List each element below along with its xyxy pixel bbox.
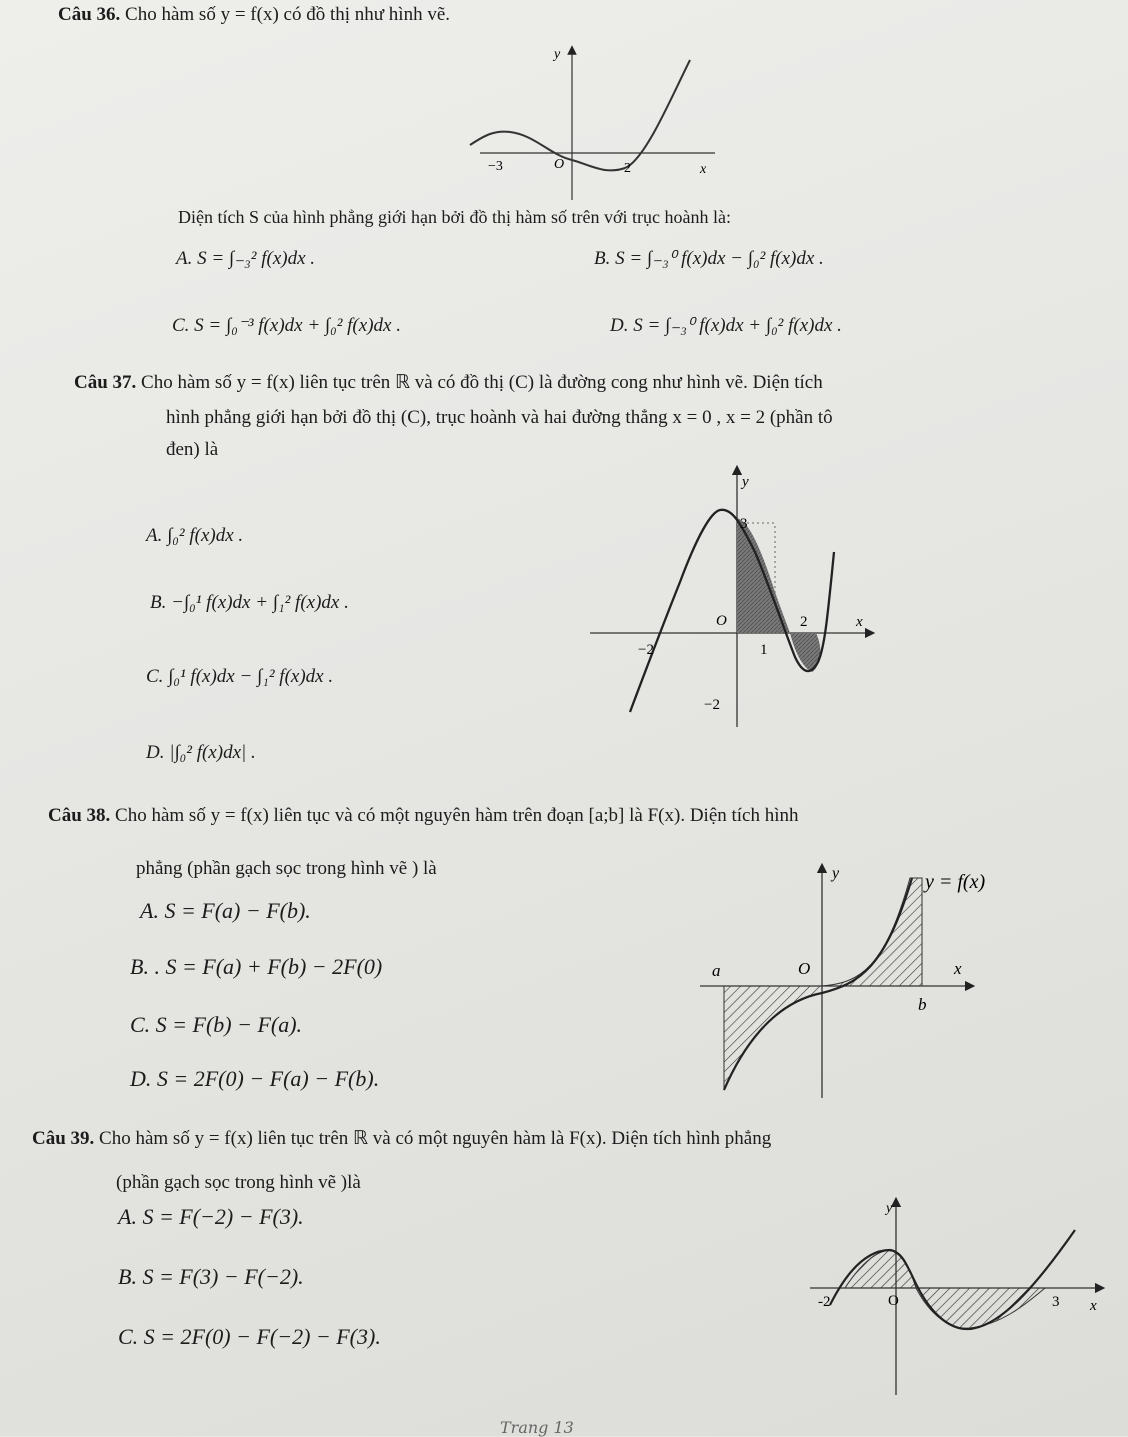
q38-header: Câu 38. [48, 805, 111, 826]
q37-stem3: đen) là [166, 439, 219, 460]
q39-graph-o: O [888, 1293, 899, 1309]
q37-graph-two: 2 [800, 614, 808, 630]
q38-graph [700, 858, 1020, 1103]
q39-graph [800, 1190, 1110, 1405]
q38-graph-x: x [954, 959, 962, 978]
q37-header: Câu 37. [74, 372, 137, 393]
q37-stem2: hình phẳng giới hạn bởi đồ thị (C), trục hoành và hai đường thẳng x = 0 , x = 2 (phần tô [166, 407, 833, 428]
q36-option-d[interactable]: D. S = ∫₋₃⁰ f(x)dx + ∫₀² f(x)dx . [610, 315, 842, 336]
q39-graph-y: y [886, 1201, 893, 1216]
q36-question: Diện tích S của hình phẳng giới hạn bởi đồ thị hàm số trên với trục hoành là: [178, 207, 731, 227]
q38-graph-a: a [712, 961, 721, 980]
q38-graph-b: b [918, 995, 927, 1014]
q38-graph-fx: y = f(x) [925, 871, 986, 893]
q36-option-c[interactable]: C. S = ∫₀⁻³ f(x)dx + ∫₀² f(x)dx . [172, 315, 401, 336]
q38-option-d[interactable]: D. S = 2F(0) − F(a) − F(b). [130, 1066, 380, 1091]
q36-option-a[interactable]: A. S = ∫₋₃² f(x)dx . [176, 248, 316, 269]
q37-line1 [74, 372, 823, 395]
q37-graph-minus2-x: −2 [638, 642, 654, 658]
q37-graph-o: O [716, 613, 727, 629]
q38-line1 [48, 805, 799, 828]
q37-option-d[interactable]: D. |∫₀² f(x)dx| . [146, 742, 256, 763]
q37-graph-three: 3 [740, 516, 748, 532]
q37-graph [590, 462, 880, 737]
q37-option-a[interactable]: A. ∫₀² f(x)dx . [146, 525, 244, 546]
q36-header: Câu 36. [58, 4, 121, 25]
q36-graph-x: x [700, 162, 707, 177]
q36-option-b[interactable]: B. S = ∫₋₃⁰ f(x)dx − ∫₀² f(x)dx . [594, 248, 824, 269]
q39-option-a[interactable]: A. S = F(−2) − F(3). [118, 1204, 304, 1229]
q37-graph-x: x [856, 614, 863, 630]
q37-graph-minus2-y: −2 [704, 697, 720, 713]
q38-stem2: phẳng (phần gạch sọc trong hình vẽ ) là [136, 858, 437, 879]
q36-graph [480, 40, 720, 210]
q38-option-c[interactable]: C. S = F(b) − F(a). [130, 1012, 303, 1037]
q38-stem1: Cho hàm số y = f(x) liên tục và có một nguyên hàm trên đoạn [a;b] là F(x). Diện tích hình [115, 805, 799, 826]
q37-graph-one: 1 [760, 642, 768, 658]
q39-graph-three: 3 [1052, 1294, 1060, 1310]
q39-option-b[interactable]: B. S = F(3) − F(−2). [118, 1264, 304, 1289]
page-footer: Trang 13 [500, 1418, 574, 1437]
q38-option-b[interactable]: B. . S = F(a) + F(b) − 2F(0) [130, 954, 383, 979]
q36-graph-tick1: −3 [488, 159, 503, 174]
q39-graph-x: x [1090, 1298, 1097, 1314]
q38-graph-o: O [798, 959, 811, 978]
q37-option-c[interactable]: C. ∫₀¹ f(x)dx − ∫₁² f(x)dx . [146, 666, 334, 687]
q36-graph-tick2: 2 [624, 161, 631, 176]
q36-graph-y: y [554, 47, 561, 62]
q36-stem: Cho hàm số y = f(x) có đồ thị như hình vẽ. [125, 4, 451, 25]
q38-graph-y: y [832, 865, 840, 882]
q39-stem2: (phần gạch sọc trong hình vẽ )là [116, 1172, 361, 1193]
q39-line1 [32, 1128, 771, 1151]
q38-option-a[interactable]: A. S = F(a) − F(b). [140, 898, 311, 923]
q37-graph-y: y [742, 474, 749, 490]
q36-graph-o: O [554, 157, 565, 172]
q36-line [58, 4, 450, 27]
q39-header: Câu 39. [32, 1128, 95, 1149]
q39-stem1: Cho hàm số y = f(x) liên tục trên ℝ và có một nguyên hàm là F(x). Diện tích hình phẳng [99, 1128, 772, 1149]
q37-option-b[interactable]: B. −∫₀¹ f(x)dx + ∫₁² f(x)dx . [150, 592, 349, 613]
q37-stem1: Cho hàm số y = f(x) liên tục trên ℝ và có đồ thị (C) là đường cong như hình vẽ. Diện tích [141, 372, 823, 393]
q39-option-c[interactable]: C. S = 2F(0) − F(−2) − F(3). [118, 1324, 381, 1349]
q39-graph-minus2: -2 [818, 1294, 831, 1310]
